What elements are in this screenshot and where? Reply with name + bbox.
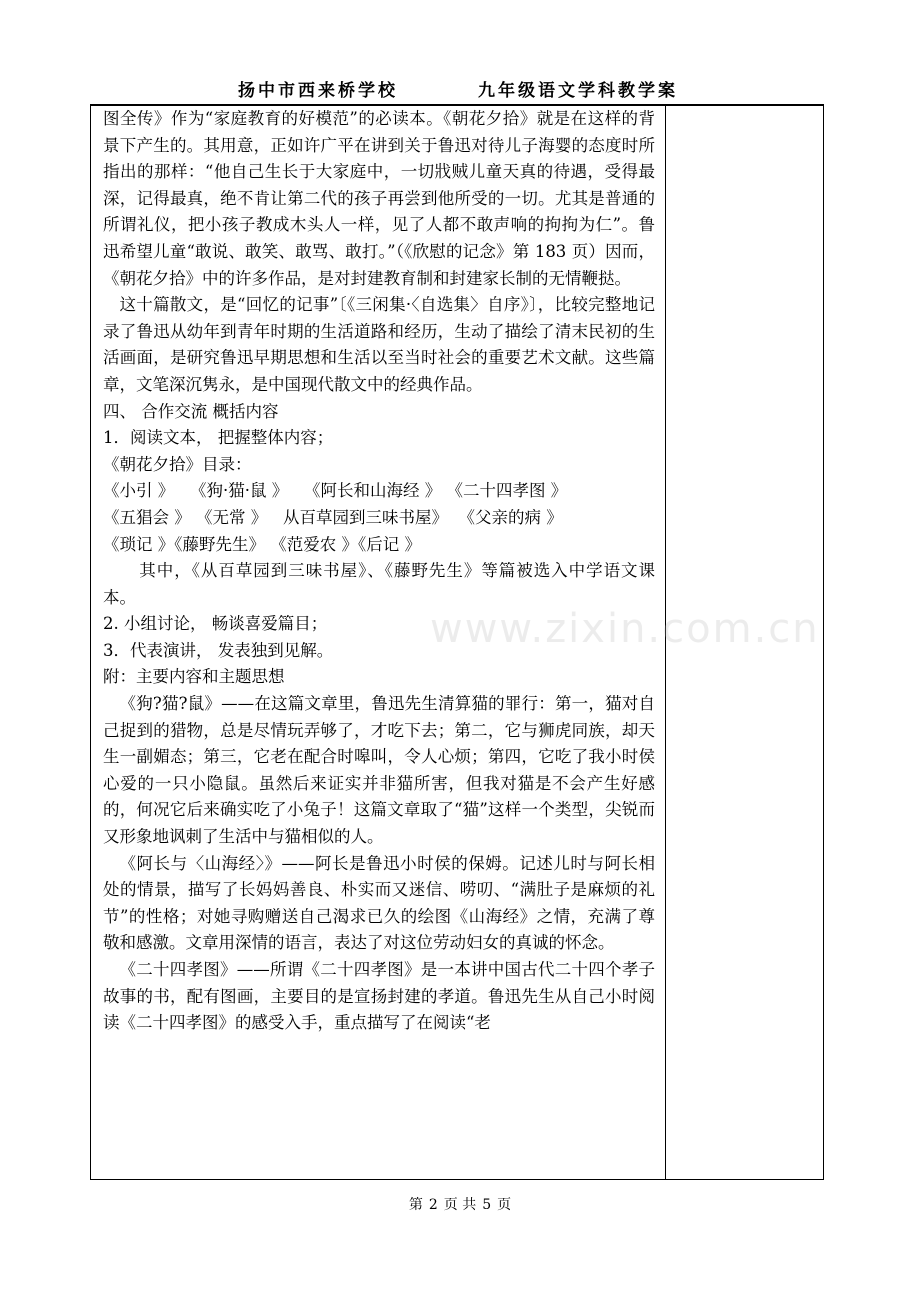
appendix-heading: 附：主要内容和主题思想 xyxy=(103,667,285,687)
toc-line-2: 《五猖会 》 《无常 》 从百草园到三味书屋》 《父亲的病 》 xyxy=(103,507,563,527)
page-header xyxy=(90,76,826,102)
summary-ah-chang: 《阿长与〈山海经〉》——阿长是鲁迅小时侯的保姆。记述儿时与阿长相处的情景，描写了长妈妈善良、朴实而又迷信、唠叨、“满肚子是麻烦的礼节”的性格；对她寻购赠送自己渴求已久的绘图《山海经》之情，充满了尊敬和感激。文章用深情的语言，表达了对这位劳动妇女的真诚的怀念。 xyxy=(103,853,655,953)
step-1: 1．阅读文本， 把握整体内容； xyxy=(103,428,334,448)
page-number: 2 xyxy=(428,1197,438,1213)
toc-line-3: 《琐记 》《藤野先生》 《范爱农 》《后记 》 xyxy=(103,534,421,554)
school-name: 扬中市西来桥学校 xyxy=(238,81,398,101)
summary-dog-cat-mouse: 《狗?猫?鼠》——在这篇文章里，鲁迅先生清算猫的罪行：第一，猫对自己捉到的猎物，总是尽情玩弄够了，才吃下去；第二，它与狮虎同族，却天生一副媚态；第三，它老在配合时嗥叫，令人心烦；第四，它吃了我小时侯心爱的一只小隐鼠。虽然后来证实并非猫所害，但我对猫是不会产生好感的，何况它后来确实吃了小兔子！这篇文章取了“猫”这样一个类型，尖锐而又形象地讽刺了生活中与猫相似的人。 xyxy=(103,694,655,847)
page-footer xyxy=(0,1194,920,1214)
paragraph-background: 图全传》作为“家庭教育的好模范”的必读本。《朝花夕拾》就是在这样的背景下产生的。其用意，正如许广平在讲到关于鲁迅对待儿子海婴的态度时所指出的那样：“他自己生长于大家庭中，一切戕贼儿童天真的待遇，受得最深，记得最真，绝不肯让第二代的孩子再尝到他所受的一切。尤其是普通的所谓礼仪，把小孩子教成木头人一样，见了人都不敢声响的拘拘为仁”。鲁迅希望儿童“敢说、敢笑、敢骂、敢打。”（《欣慰的记念》第 183 页）因而，《朝花夕拾》中的许多作品，是对封建教育制和封建家长制的无情鞭挞。 xyxy=(103,109,655,288)
footer-mid: 页 共 xyxy=(443,1197,477,1213)
summary-24-filial: 《二十四孝图》——所谓《二十四孝图》是一本讲中国古代二十四个孝子故事的书，配有图画，主要目的是宣扬封建的孝道。鲁迅先生从自己小时阅读《二十四孝图》的感受入手，重点描写了在阅读“老 xyxy=(103,960,655,1033)
footer-prefix: 第 xyxy=(408,1197,423,1213)
section-heading: 四、 合作交流 概括内容 xyxy=(103,401,279,421)
paragraph-ten-essays: 这十篇散文，是“回忆的记事”〔《三闲集·〈自选集〉自序》〕，比较完整地记录了鲁迅从幼年到青年时期的生活道路和经历，生动了描绘了清末民初的生活画面，是研究鲁迅早期思想和生活以至当时社会的重要艺术文献。这些篇章，文笔深沉隽永，是中国现代散文中的经典作品。 xyxy=(103,295,655,394)
toc-title: 《朝花夕拾》目录： xyxy=(103,454,252,474)
footer-suffix: 页 xyxy=(497,1197,512,1213)
step-2: 2. 小组讨论， 畅谈喜爱篇目； xyxy=(103,614,328,634)
toc-line-1: 《小引 》 《狗·猫·鼠 》 《阿长和山海经 》 《二十四孝图 》 xyxy=(103,481,568,501)
subject-title: 九年级语文学科教学案 xyxy=(478,81,678,101)
textbook-note: 其中，《从百草园到三味书屋》、《藤野先生》等篇被选入中学语文课本。 xyxy=(103,561,655,607)
lesson-content-cell xyxy=(91,106,665,1037)
watermark: www.zixin.com.cn xyxy=(430,606,820,652)
total-pages: 5 xyxy=(482,1197,492,1213)
step-3: 3．代表演讲， 发表独到见解。 xyxy=(103,640,334,660)
